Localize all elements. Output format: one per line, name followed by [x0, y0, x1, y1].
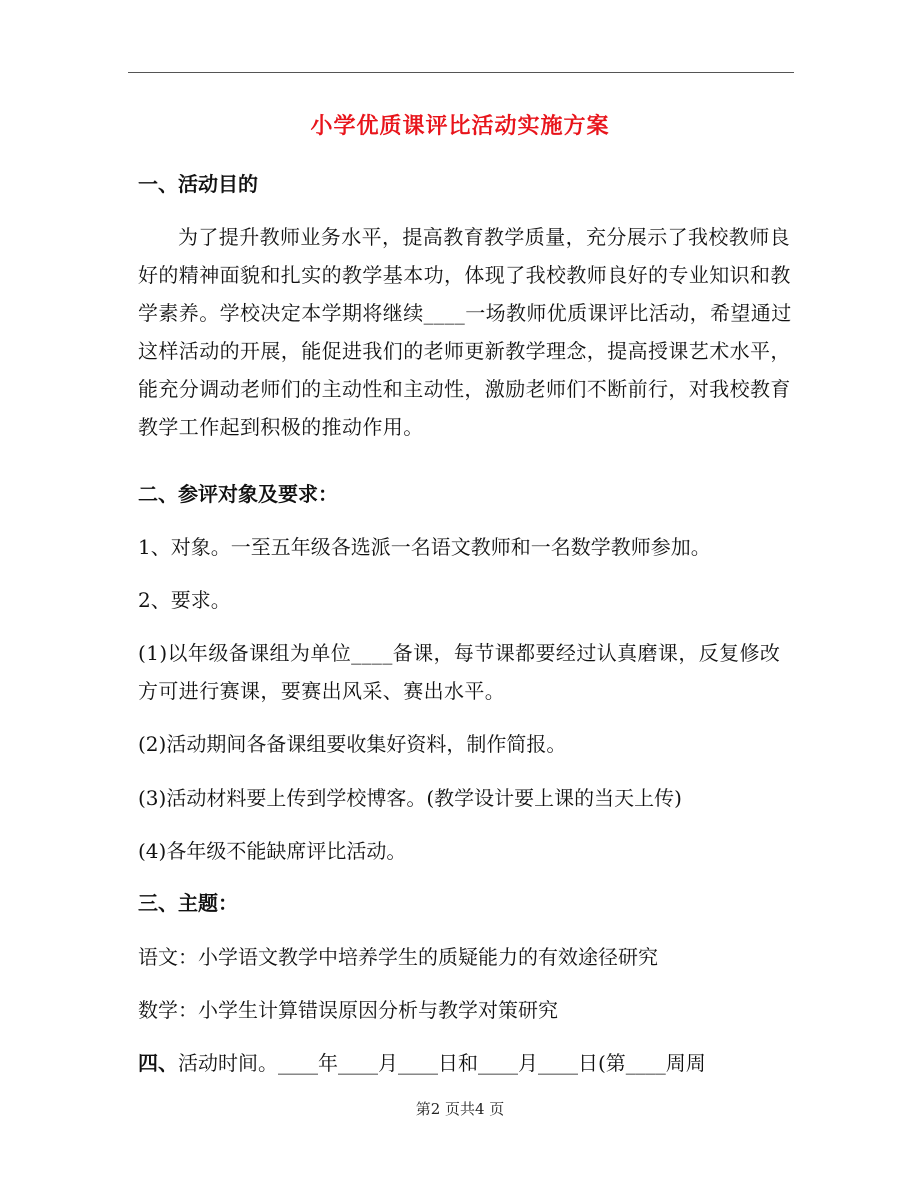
page-number: 第2 页共4 页	[415, 1100, 505, 1118]
section-4-text: 活动时间。____年____月____日和____月____日(第____周周	[178, 1051, 706, 1075]
section-3-chinese-topic: 语文：小学语文教学中培养学生的质疑能力的有效途径研究	[138, 945, 658, 969]
document-title: 小学优质课评比活动实施方案	[310, 113, 610, 139]
section-1-paragraph: 为了提升教师业务水平，提高教育教学质量，充分展示了我校教师良好的精神面貌和扎实的教学基本功，体现了我校教师良好的专业知识和教学素养。学校决定本学期将继续____一场教师优质课评比活动，希望通过这样活动的开展，能促进我们的老师更新教学理念，提高授课艺术水平，能充分调动老师们的主动性和主动性，激励老师们不断前行，对我校教育教学工作起到积极的推动作用。	[138, 225, 792, 439]
section-2-requirement-1: (1)以年级备课组为单位____备课，每节课都要经过认真磨课，反复修改方可进行赛课，要赛出风采、赛出水平。	[138, 641, 781, 703]
section-2-heading: 二、参评对象及要求：	[138, 482, 338, 506]
section-1-heading: 一、活动目的	[138, 172, 258, 196]
section-3-math-topic: 数学：小学生计算错误原因分析与教学对策研究	[138, 998, 558, 1022]
section-2-requirement-3: (3)活动材料要上传到学校博客。(教学设计要上课的当天上传)	[138, 786, 682, 810]
section-3-heading: 三、主题：	[138, 891, 238, 915]
header-rule	[128, 72, 794, 73]
section-2-requirement-4: (4)各年级不能缺席评比活动。	[138, 839, 407, 863]
section-2-requirement-2: (2)活动期间各备课组要收集好资料，制作简报。	[138, 732, 567, 756]
section-4-line	[138, 1044, 796, 1082]
section-4-heading: 四、	[138, 1051, 178, 1075]
section-2-item-1: 1、对象。一至五年级各选派一名语文教师和一名数学教师参加。	[138, 535, 711, 559]
section-2-item-2: 2、要求。	[138, 588, 231, 612]
